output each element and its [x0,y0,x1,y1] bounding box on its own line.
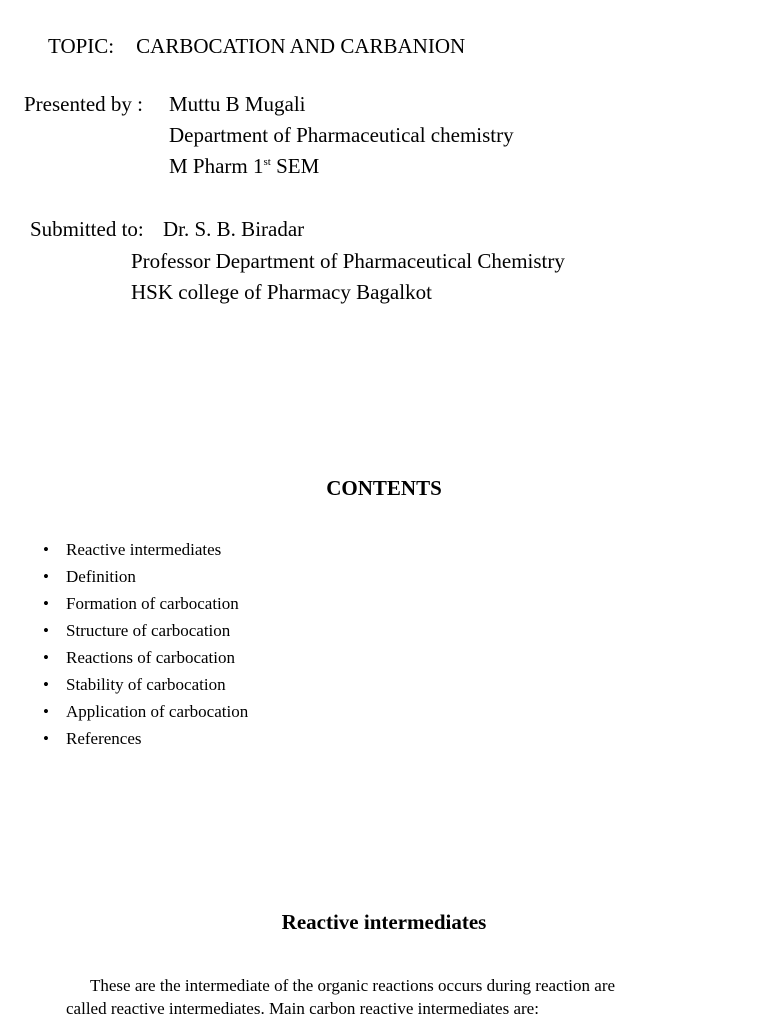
submitted-to-label: Submitted to: [30,217,144,241]
list-item [40,649,248,676]
list-item [40,676,248,703]
bullet-icon: • [43,702,49,721]
list-item [40,703,248,730]
list-item [40,568,248,595]
submitted-to-title: Professor Department of Pharmaceutical Chemistry [131,249,565,273]
list-item-label: References [66,729,142,748]
list-item-label: Structure of carbocation [66,621,231,640]
bullet-icon: • [43,729,49,748]
presenter-course-sup: st [263,156,271,168]
bullet-icon: • [43,621,49,640]
submitted-to-college: HSK college of Pharmacy Bagalkot [131,280,432,304]
bullet-icon: • [43,540,49,559]
presenter-course-suffix: SEM [270,154,320,178]
reactive-intermediates-heading: Reactive intermediates [281,910,487,934]
paragraph-line [66,997,716,1020]
paragraph-line [66,974,716,997]
presenter-course-prefix: M Pharm 1 [169,154,264,178]
presenter-name: Muttu B Mugali [169,92,306,116]
bullet-icon: • [43,675,49,694]
list-item-label: Reactions of carbocation [66,648,235,667]
list-item [40,541,248,568]
topic-label: TOPIC: [48,34,115,58]
presenter-department: Department of Pharmaceutical chemistry [169,123,514,147]
contents-list [40,541,248,757]
list-item-label: Stability of carbocation [66,675,226,694]
list-item-label: Formation of carbocation [66,594,239,613]
list-item-label: Reactive intermediates [66,540,222,559]
list-item-label: Definition [66,567,136,586]
paragraph-line-1: These are the intermediate of the organic reactions occurs during reaction are [90,976,616,995]
submitted-to-name: Dr. S. B. Biradar [163,217,305,241]
bullet-icon: • [43,594,49,613]
bullet-icon: • [43,567,49,586]
contents-heading: CONTENTS [326,476,442,500]
list-item [40,622,248,649]
topic-title: CARBOCATION AND CARBANION [136,34,466,58]
paragraph-line-2: called reactive intermediates. Main carbon reactive intermediates are: [66,999,539,1018]
presenter-course [169,156,319,177]
list-item [40,730,248,757]
reactive-intermediates-paragraph [66,974,716,1020]
presented-by-label: Presented by : [24,92,143,116]
list-item-label: Application of carbocation [66,702,249,721]
bullet-icon: • [43,648,49,667]
topic-line [48,36,465,57]
list-item [40,595,248,622]
